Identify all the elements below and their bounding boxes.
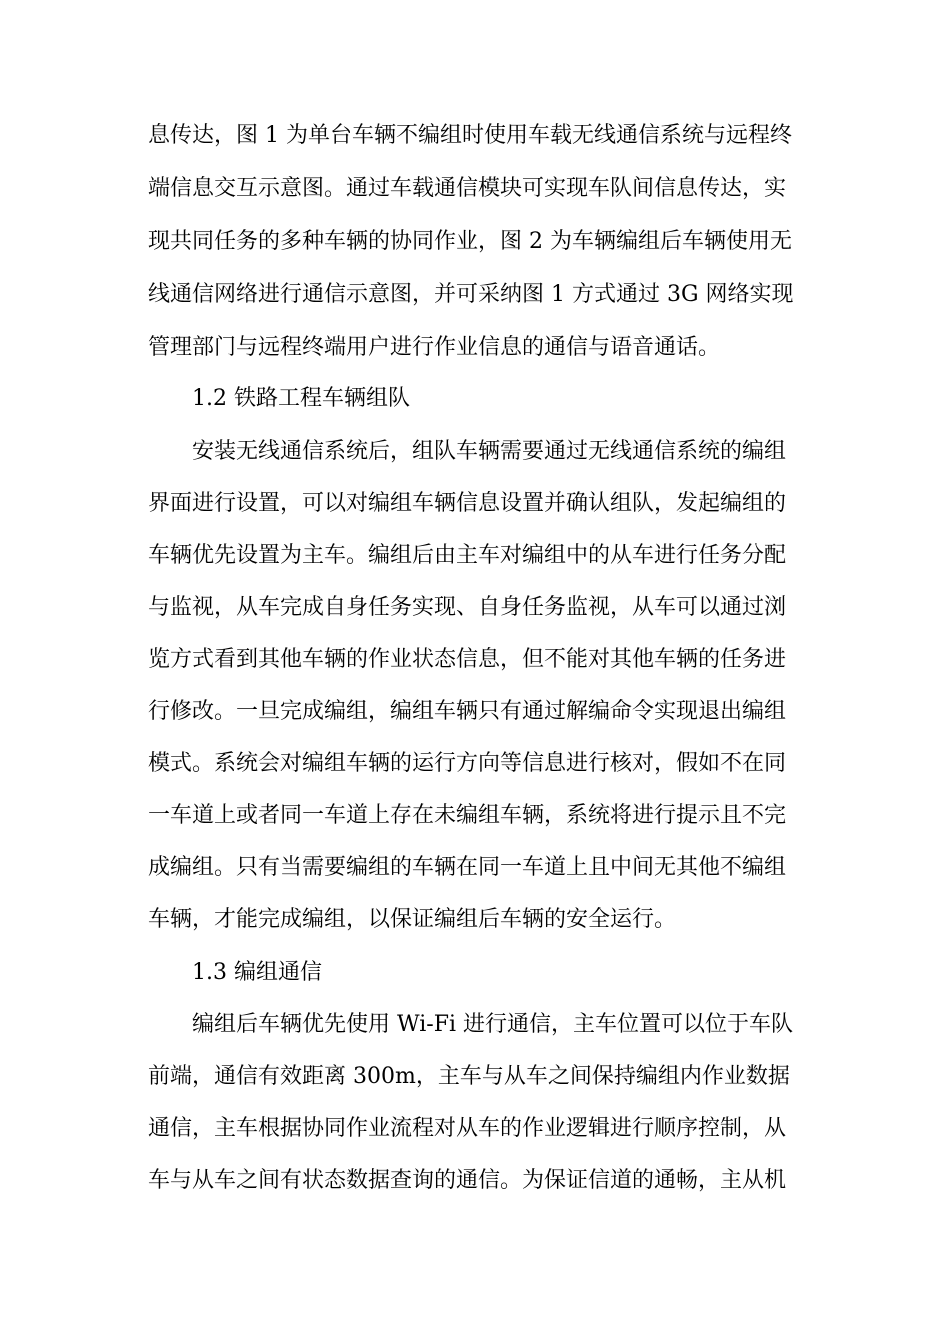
paragraph-line: 前端，通信有效距离 300m，主车与从车之间保持编组内作业数据 bbox=[148, 1064, 790, 1089]
paragraph-line: 息传达，图 1 为单台车辆不编组时使用车载无线通信系统与远程终 bbox=[148, 123, 792, 148]
paragraph-line: 车与从车之间有状态数据查询的通信。为保证信道的通畅，主从机 bbox=[148, 1168, 787, 1193]
paragraph-line: 行修改。一旦完成编组，编组车辆只有通过解编命令实现退出编组 bbox=[148, 699, 787, 724]
paragraph-line: 界面进行设置，可以对编组车辆信息设置并确认组队，发起编组的 bbox=[148, 491, 787, 516]
paragraph-line: 现共同任务的多种车辆的协同作业，图 2 为车辆编组后车辆使用无 bbox=[148, 229, 792, 254]
paragraph-line: 车辆，才能完成编组，以保证编组后车辆的安全运行。 bbox=[148, 907, 677, 932]
paragraph-line: 通信，主车根据协同作业流程对从车的作业逻辑进行顺序控制，从 bbox=[148, 1116, 787, 1141]
paragraph-line: 线通信网络进行通信示意图，并可采纳图 1 方式通过 3G 网络实现 bbox=[148, 282, 794, 307]
section-heading-1-3: 1.3 编组通信 bbox=[192, 960, 322, 985]
section-heading-1-2: 1.2 铁路工程车辆组队 bbox=[192, 386, 410, 411]
paragraph-line: 安装无线通信系统后，组队车辆需要通过无线通信系统的编组 bbox=[192, 439, 787, 464]
paragraph-line: 端信息交互示意图。通过车载通信模块可实现车队间信息传达，实 bbox=[148, 176, 787, 201]
paragraph-line: 编组后车辆优先使用 Wi-Fi 进行通信，主车位置可以位于车队 bbox=[192, 1012, 793, 1037]
paragraph-line: 成编组。只有当需要编组的车辆在同一车道上且中间无其他不编组 bbox=[148, 855, 787, 880]
paragraph-line: 览方式看到其他车辆的作业状态信息，但不能对其他车辆的任务进 bbox=[148, 647, 787, 672]
paragraph-line: 管理部门与远程终端用户进行作业信息的通信与语音通话。 bbox=[148, 335, 721, 360]
paragraph-line: 车辆优先设置为主车。编组后由主车对编组中的从车进行任务分配 bbox=[148, 543, 787, 568]
paragraph-line: 模式。系统会对编组车辆的运行方向等信息进行核对，假如不在同 bbox=[148, 751, 787, 776]
paragraph-line: 与监视，从车完成自身任务实现、自身任务监视，从车可以通过浏 bbox=[148, 595, 787, 620]
paragraph-line: 一车道上或者同一车道上存在未编组车辆，系统将进行提示且不完 bbox=[148, 803, 787, 828]
